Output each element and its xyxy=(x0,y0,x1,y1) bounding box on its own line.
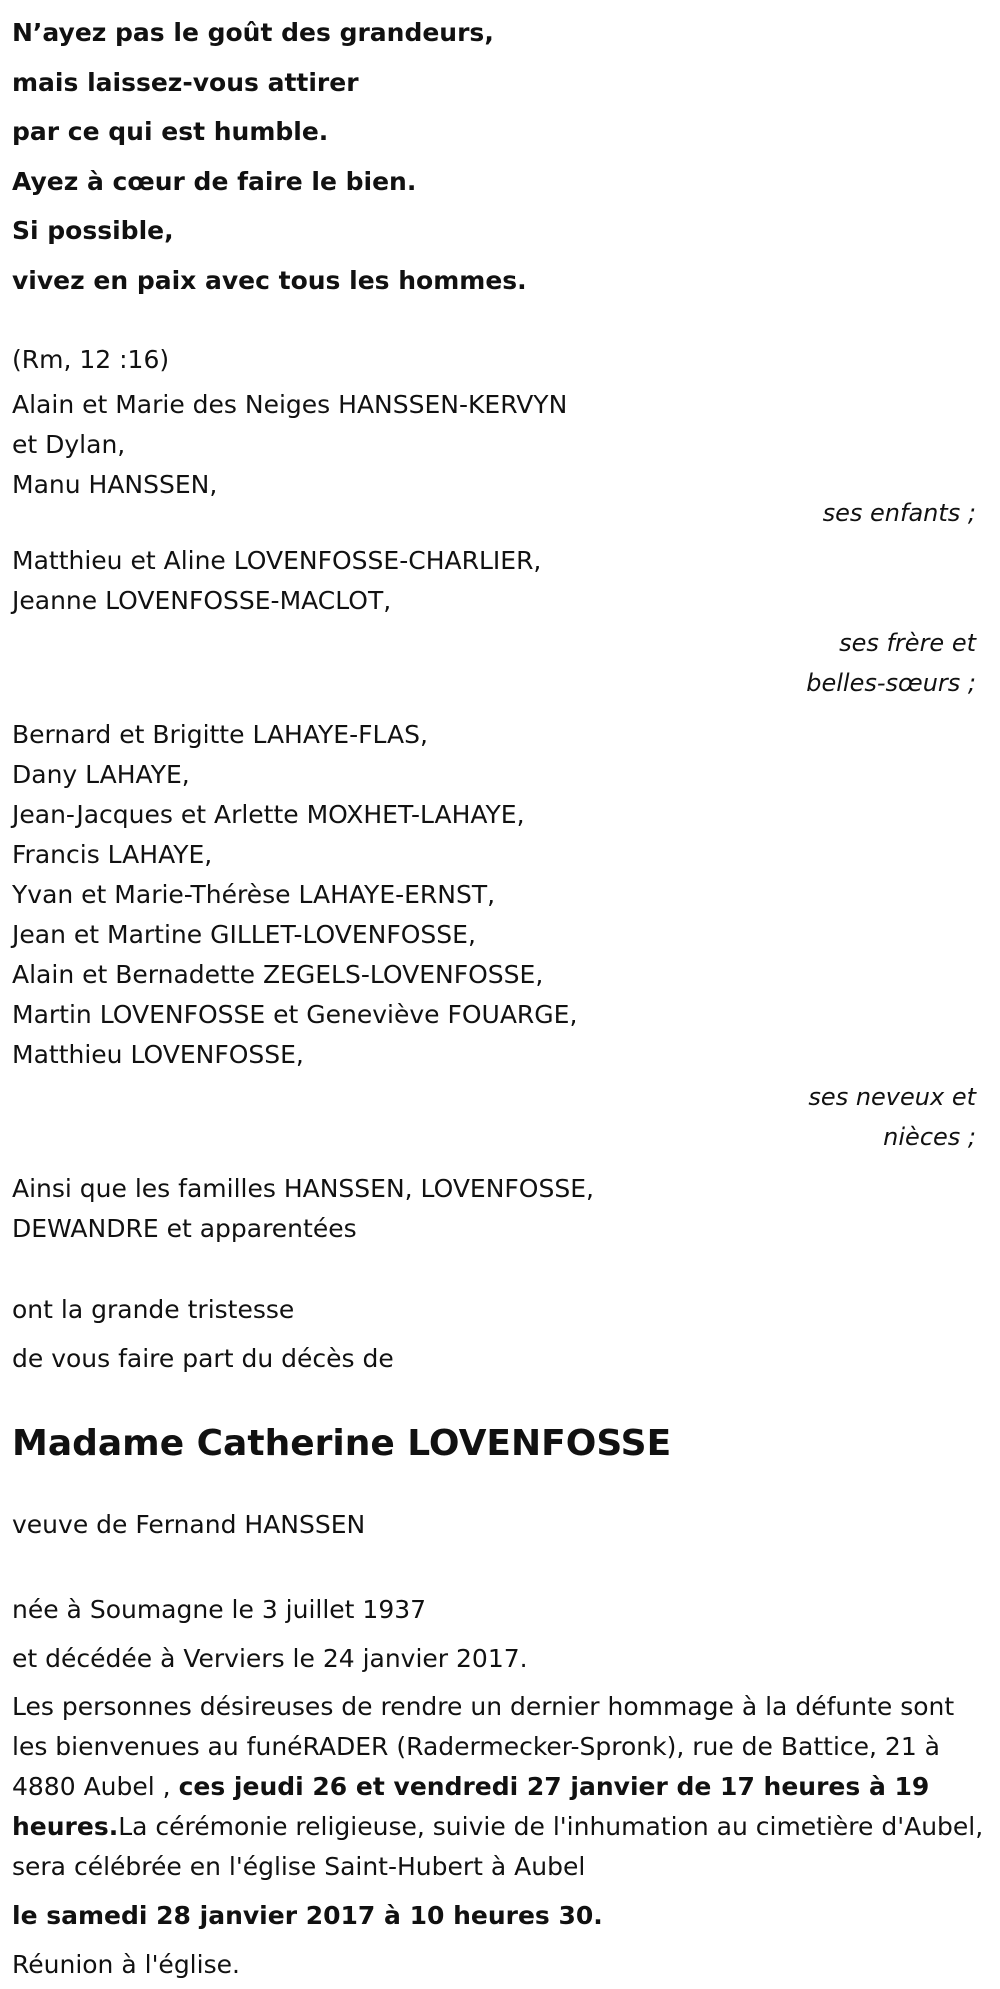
life-dates xyxy=(12,1585,988,1683)
family-name: Alain et Bernadette ZEGELS-LOVENFOSSE, xyxy=(12,960,544,989)
verse-line: Si possible, xyxy=(12,216,174,245)
role-line: ses enfants ; xyxy=(822,499,976,527)
family-name: Bernard et Brigitte LAHAYE-FLAS, xyxy=(12,720,428,749)
role-line: belles-sœurs ; xyxy=(806,669,976,697)
family-name: Jean-Jacques et Arlette MOXHET-LAHAYE, xyxy=(12,800,525,829)
funeral-notice xyxy=(12,1687,988,1887)
death-info: et décédée à Verviers le 24 janvier 2017. xyxy=(12,1644,528,1673)
families xyxy=(12,1169,988,1249)
family-name: Martin LOVENFOSSE et Geneviève FOUARGE, xyxy=(12,1000,578,1029)
family-name: Jeanne LOVENFOSSE-MACLOT, xyxy=(12,586,392,615)
meeting-place: Réunion à l'église. xyxy=(12,1950,240,1979)
announcement-line: ont la grande tristesse xyxy=(12,1295,295,1324)
ceremony-date: le samedi 28 janvier 2017 à 10 heures 30. xyxy=(12,1901,603,1930)
announcement-line: de vous faire part du décès de xyxy=(12,1344,394,1373)
deceased-name: Madame Catherine LOVENFOSSE xyxy=(12,1423,672,1464)
birth-info: née à Soumagne le 3 juillet 1937 xyxy=(12,1595,427,1624)
siblings-names xyxy=(12,541,988,621)
role-line: nièces ; xyxy=(883,1123,976,1151)
family-name: Dany LAHAYE, xyxy=(12,760,190,789)
siblings-role xyxy=(12,623,988,703)
visiting-hours: ces jeudi 26 et vendredi 27 janvier de 17 heures à 19 heures. xyxy=(12,1772,930,1841)
nephews-role xyxy=(12,1077,988,1157)
children-names xyxy=(12,385,988,505)
verse-line: Ayez à cœur de faire le bien. xyxy=(12,166,417,196)
notice-text: La cérémonie religieuse, suivie de l'inhumation au cimetière d'Aubel, sera célébrée en l'église Saint-Hubert à Aubel xyxy=(12,1812,984,1881)
nephews-names xyxy=(12,715,988,1075)
family-name: Alain et Marie des Neiges HANSSEN-KERVYN xyxy=(12,390,568,419)
family-name: Manu HANSSEN, xyxy=(12,470,218,499)
verse-line: par ce qui est humble. xyxy=(12,117,329,146)
verse-line: mais laissez-vous attirer xyxy=(12,67,359,97)
role-line: ses frère et xyxy=(839,629,976,657)
verse xyxy=(12,8,988,305)
family-name: Matthieu LOVENFOSSE, xyxy=(12,1040,304,1069)
bible-reference: (Rm, 12 :16) xyxy=(12,345,170,374)
verse-line: N’ayez pas le goût des grandeurs, xyxy=(12,18,494,47)
role-line: ses neveux et xyxy=(808,1083,976,1111)
family-name: Ainsi que les familles HANSSEN, LOVENFOSSE, xyxy=(12,1174,594,1203)
family-name: et Dylan, xyxy=(12,430,126,459)
family-name: Jean et Martine GILLET-LOVENFOSSE, xyxy=(12,920,476,949)
family-name: Francis LAHAYE, xyxy=(12,840,213,869)
family-name: Matthieu et Aline LOVENFOSSE-CHARLIER, xyxy=(12,546,542,575)
family-name: Yvan et Marie-Thérèse LAHAYE-ERNST, xyxy=(12,880,496,909)
widow-of: veuve de Fernand HANSSEN xyxy=(12,1510,366,1539)
notice-text: Les personnes désireuses de rendre un dernier hommage à la défunte sont les bienvenues au funéRADER (Radermecker-Spronk), rue de Battice, 21 à 4880 Aubel , xyxy=(12,1692,955,1801)
family-name: DEWANDRE et apparentées xyxy=(12,1214,357,1243)
obituary-page xyxy=(0,8,1000,1979)
verse-line: vivez en paix avec tous les hommes. xyxy=(12,265,527,295)
announcement xyxy=(12,1285,988,1383)
